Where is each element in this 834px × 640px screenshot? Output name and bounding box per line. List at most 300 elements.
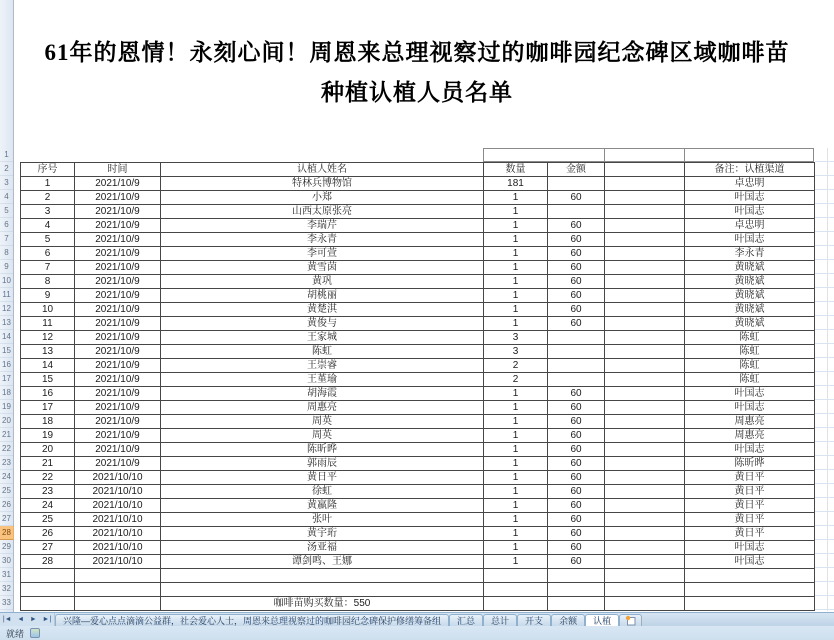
cell-channel[interactable] — [685, 597, 815, 611]
cell-name[interactable]: 黄俊与 — [161, 317, 484, 331]
cell-blank[interactable] — [605, 527, 685, 541]
row-header-20[interactable]: 20 — [0, 414, 13, 428]
cell-channel[interactable]: 周惠亮 — [685, 429, 815, 443]
row-header-8[interactable]: 8 — [0, 246, 13, 260]
cell-qty[interactable]: 1 — [484, 317, 548, 331]
cell-amount[interactable] — [548, 569, 605, 583]
blank-row — [21, 583, 815, 597]
cell-no[interactable]: 25 — [21, 513, 75, 527]
table-row — [21, 177, 815, 191]
cell-qty[interactable] — [484, 569, 548, 583]
cell-name[interactable]: 胡海霞 — [161, 387, 484, 401]
cell-no[interactable]: 4 — [21, 219, 75, 233]
cell-blank[interactable] — [605, 387, 685, 401]
cell-channel[interactable]: 卓忠明 — [685, 219, 815, 233]
cell-channel[interactable]: 陈虹 — [685, 345, 815, 359]
cell-amount[interactable] — [548, 597, 605, 611]
insert-worksheet-tab[interactable] — [619, 614, 642, 626]
cell-qty[interactable]: 1 — [484, 387, 548, 401]
cell-date[interactable] — [75, 597, 161, 611]
summary-row — [21, 597, 815, 611]
summary-total-cell[interactable]: 咖啡苗购买数量：550 — [161, 597, 484, 611]
cell-name[interactable]: 郭雨辰 — [161, 457, 484, 471]
row-header-23[interactable]: 23 — [0, 456, 13, 470]
cell-amount[interactable]: 60 — [548, 555, 605, 569]
table-row — [21, 415, 815, 429]
cell-date[interactable]: 2021/10/9 — [75, 317, 161, 331]
empty-row1-cells[interactable] — [483, 148, 814, 162]
cell-qty[interactable]: 3 — [484, 331, 548, 345]
cell-no[interactable]: 23 — [21, 485, 75, 499]
cell-no[interactable]: 15 — [21, 373, 75, 387]
cell-no[interactable]: 6 — [21, 247, 75, 261]
cell-name[interactable]: 李瑞芹 — [161, 219, 484, 233]
macro-record-icon[interactable] — [30, 628, 40, 638]
cell-no[interactable] — [21, 569, 75, 583]
row-header-1[interactable]: 1 — [0, 148, 13, 162]
cell-qty[interactable]: 1 — [484, 191, 548, 205]
row-header-14[interactable]: 14 — [0, 330, 13, 344]
sheet-tab-bar — [0, 612, 834, 626]
cell-no[interactable]: 5 — [21, 233, 75, 247]
cell-qty[interactable]: 1 — [484, 513, 548, 527]
table-body — [21, 177, 815, 611]
cell-amount[interactable]: 60 — [548, 247, 605, 261]
cell-qty[interactable]: 1 — [484, 485, 548, 499]
cell-qty[interactable]: 1 — [484, 289, 548, 303]
cell-channel[interactable]: 陈虹 — [685, 359, 815, 373]
cell-no[interactable]: 11 — [21, 317, 75, 331]
cell-blank[interactable] — [605, 191, 685, 205]
sheet-tab-gongyiqun[interactable]: 兴隆—爱心点点滴滴公益群，社会爱心人士，周恩来总理视察过的咖啡园纪念碑保护修缮筹备组 — [55, 614, 449, 626]
cell-no[interactable]: 19 — [21, 429, 75, 443]
cell-blank[interactable] — [605, 555, 685, 569]
cell-channel[interactable]: 叶国志 — [685, 387, 815, 401]
row-header-10[interactable]: 10 — [0, 274, 13, 288]
table-row — [21, 233, 815, 247]
cell-blank[interactable] — [605, 275, 685, 289]
cell-channel[interactable]: 李永青 — [685, 247, 815, 261]
cell-amount[interactable] — [548, 583, 605, 597]
table-row — [21, 331, 815, 345]
cell-name[interactable]: 张叶 — [161, 513, 484, 527]
cell-channel[interactable]: 黄日平 — [685, 485, 815, 499]
cell-date[interactable] — [75, 569, 161, 583]
cell-no[interactable]: 24 — [21, 499, 75, 513]
row-header-29[interactable]: 29 — [0, 540, 13, 554]
cell-name[interactable]: 李可萱 — [161, 247, 484, 261]
cell-channel[interactable]: 陈虹 — [685, 331, 815, 345]
last-sheet-icon[interactable]: ►| — [42, 616, 52, 623]
cell-qty[interactable]: 1 — [484, 261, 548, 275]
cell-name[interactable]: 黄日平 — [161, 471, 484, 485]
cell-channel[interactable]: 黄日平 — [685, 471, 815, 485]
cell-blank[interactable] — [605, 247, 685, 261]
cell-channel[interactable]: 叶国志 — [685, 205, 815, 219]
cell-date[interactable]: 2021/10/10 — [75, 499, 161, 513]
cell-name[interactable]: 周英 — [161, 429, 484, 443]
cell-blank[interactable] — [605, 457, 685, 471]
cell-channel[interactable]: 黄晓斌 — [685, 275, 815, 289]
row-header-11[interactable]: 11 — [0, 288, 13, 302]
cell-name[interactable]: 黄宇珩 — [161, 527, 484, 541]
row-header-15[interactable]: 15 — [0, 344, 13, 358]
table-row — [21, 471, 815, 485]
cell-date[interactable]: 2021/10/9 — [75, 429, 161, 443]
cell-blank[interactable] — [605, 177, 685, 191]
cell-channel[interactable]: 卓忠明 — [685, 177, 815, 191]
cell-channel[interactable]: 叶国志 — [685, 191, 815, 205]
row-header-19[interactable]: 19 — [0, 400, 13, 414]
cell-name[interactable]: 汤亚福 — [161, 541, 484, 555]
table-row — [21, 527, 815, 541]
cell-name[interactable]: 黄嬴隆 — [161, 499, 484, 513]
cell-blank[interactable] — [605, 373, 685, 387]
cell-blank[interactable] — [605, 499, 685, 513]
cell-qty[interactable]: 2 — [484, 373, 548, 387]
cell-name[interactable]: 山西太原张亮 — [161, 205, 484, 219]
row-header-6[interactable]: 6 — [0, 218, 13, 232]
cell-amount[interactable] — [548, 177, 605, 191]
cell-no[interactable]: 18 — [21, 415, 75, 429]
cell-date[interactable]: 2021/10/9 — [75, 247, 161, 261]
cell-date[interactable]: 2021/10/9 — [75, 261, 161, 275]
cell-name[interactable]: 周惠亮 — [161, 401, 484, 415]
cell-date[interactable]: 2021/10/9 — [75, 443, 161, 457]
row-header-25[interactable]: 25 — [0, 484, 13, 498]
cell-no[interactable]: 26 — [21, 527, 75, 541]
header-qty[interactable]: 数量 — [484, 163, 548, 177]
cell-date[interactable]: 2021/10/9 — [75, 373, 161, 387]
cell-name[interactable]: 谭剑鸣、王娜 — [161, 555, 484, 569]
cell-no[interactable]: 10 — [21, 303, 75, 317]
cell-qty[interactable]: 1 — [484, 401, 548, 415]
cell-qty[interactable]: 1 — [484, 471, 548, 485]
next-sheet-icon[interactable]: ► — [29, 616, 37, 623]
cell-date[interactable]: 2021/10/9 — [75, 177, 161, 191]
cell-amount[interactable]: 60 — [548, 289, 605, 303]
cell-amount[interactable]: 60 — [548, 457, 605, 471]
header-channel[interactable]: 备注：认植渠道 — [685, 163, 815, 177]
cell-qty[interactable]: 1 — [484, 527, 548, 541]
cell-no[interactable]: 12 — [21, 331, 75, 345]
cell-amount[interactable]: 60 — [548, 499, 605, 513]
cell-channel[interactable]: 黄日平 — [685, 513, 815, 527]
cell-qty[interactable]: 1 — [484, 555, 548, 569]
cell-qty[interactable]: 3 — [484, 345, 548, 359]
cell-blank[interactable] — [605, 331, 685, 345]
background-gridlines — [815, 148, 834, 611]
status-ready-label: 就绪 — [6, 628, 25, 639]
cell-date[interactable]: 2021/10/9 — [75, 191, 161, 205]
cell-blank[interactable] — [605, 219, 685, 233]
table-row — [21, 359, 815, 373]
cell-date[interactable]: 2021/10/9 — [75, 289, 161, 303]
cell-qty[interactable]: 1 — [484, 303, 548, 317]
cell-name[interactable]: 王家城 — [161, 331, 484, 345]
cell-amount[interactable]: 60 — [548, 303, 605, 317]
cell-amount[interactable]: 60 — [548, 415, 605, 429]
cell-date[interactable]: 2021/10/9 — [75, 345, 161, 359]
cell-qty[interactable]: 1 — [484, 219, 548, 233]
sheet-tab-yue[interactable]: 余额 — [551, 614, 585, 626]
cell-blank[interactable] — [605, 401, 685, 415]
row-header-18[interactable]: 18 — [0, 386, 13, 400]
cell-no[interactable]: 17 — [21, 401, 75, 415]
cell-amount[interactable]: 60 — [548, 443, 605, 457]
sheet-title-line2: 种植认植人员名单 — [321, 80, 513, 105]
row-header-21[interactable]: 21 — [0, 428, 13, 442]
row-header-17[interactable]: 17 — [0, 372, 13, 386]
cell-qty[interactable]: 1 — [484, 443, 548, 457]
planting-table — [20, 162, 815, 611]
row-header-22[interactable]: 22 — [0, 442, 13, 456]
cell-name[interactable]: 胡桃丽 — [161, 289, 484, 303]
cell-qty[interactable]: 1 — [484, 233, 548, 247]
cell-name[interactable]: 徐虹 — [161, 485, 484, 499]
row-header-5[interactable]: 5 — [0, 204, 13, 218]
cell-channel[interactable]: 周惠亮 — [685, 415, 815, 429]
cell-qty[interactable]: 1 — [484, 499, 548, 513]
cell-channel[interactable]: 黄晓斌 — [685, 303, 815, 317]
header-blank[interactable] — [605, 163, 685, 177]
cell-no[interactable]: 16 — [21, 387, 75, 401]
cell-channel[interactable]: 陈昕晔 — [685, 457, 815, 471]
cell-no[interactable]: 22 — [21, 471, 75, 485]
cell-channel[interactable]: 黄晓斌 — [685, 261, 815, 275]
row-header-16[interactable]: 16 — [0, 358, 13, 372]
row-header-12[interactable]: 12 — [0, 302, 13, 316]
cell-date[interactable] — [75, 583, 161, 597]
cell-blank[interactable] — [605, 471, 685, 485]
row-header-28[interactable]: 28 — [0, 526, 13, 540]
cell-date[interactable]: 2021/10/10 — [75, 555, 161, 569]
cell-name[interactable]: 黄巩 — [161, 275, 484, 289]
cell-blank[interactable] — [605, 205, 685, 219]
table-row — [21, 191, 815, 205]
sheet-tab-zongji[interactable]: 总计 — [483, 614, 517, 626]
cell-name[interactable]: 王崇睿 — [161, 359, 484, 373]
row-header-32[interactable]: 32 — [0, 582, 13, 596]
table-row — [21, 555, 815, 569]
cell-amount[interactable]: 60 — [548, 401, 605, 415]
cell-amount[interactable]: 60 — [548, 541, 605, 555]
cell-blank[interactable] — [605, 261, 685, 275]
row-header-30[interactable]: 30 — [0, 554, 13, 568]
row-header-13[interactable]: 13 — [0, 316, 13, 330]
empty-cell[interactable] — [484, 149, 605, 161]
cell-channel[interactable]: 叶国志 — [685, 541, 815, 555]
insert-worksheet-icon — [625, 615, 636, 626]
cell-amount[interactable]: 60 — [548, 317, 605, 331]
row-header-3[interactable]: 3 — [0, 176, 13, 190]
cell-amount[interactable] — [548, 331, 605, 345]
cell-blank[interactable] — [605, 233, 685, 247]
cell-no[interactable] — [21, 583, 75, 597]
cell-channel[interactable]: 叶国志 — [685, 233, 815, 247]
cell-channel[interactable]: 叶国志 — [685, 443, 815, 457]
sheet-title[interactable] — [14, 0, 820, 146]
cell-channel[interactable] — [685, 569, 815, 583]
cell-qty[interactable] — [484, 583, 548, 597]
cell-blank[interactable] — [605, 541, 685, 555]
cell-date[interactable]: 2021/10/10 — [75, 513, 161, 527]
header-date[interactable]: 时间 — [75, 163, 161, 177]
cell-qty[interactable]: 1 — [484, 205, 548, 219]
cell-date[interactable]: 2021/10/9 — [75, 233, 161, 247]
cell-blank[interactable] — [605, 513, 685, 527]
cell-name[interactable] — [161, 569, 484, 583]
row-header-7[interactable]: 7 — [0, 232, 13, 246]
row-header-24[interactable]: 24 — [0, 470, 13, 484]
row-header-27[interactable]: 27 — [0, 512, 13, 526]
cell-qty[interactable]: 2 — [484, 359, 548, 373]
cell-name[interactable]: 黄雪茵 — [161, 261, 484, 275]
row-header-26[interactable]: 26 — [0, 498, 13, 512]
cell-channel[interactable]: 陈虹 — [685, 373, 815, 387]
cell-no[interactable]: 3 — [21, 205, 75, 219]
cell-name[interactable]: 小郑 — [161, 191, 484, 205]
table-row — [21, 541, 815, 555]
row-header-gutter — [0, 0, 14, 612]
cell-qty[interactable]: 1 — [484, 247, 548, 261]
cell-date[interactable]: 2021/10/10 — [75, 471, 161, 485]
cell-date[interactable]: 2021/10/9 — [75, 457, 161, 471]
cell-amount[interactable]: 60 — [548, 261, 605, 275]
row-header-2[interactable]: 2 — [0, 162, 13, 176]
first-sheet-icon[interactable]: |◄ — [2, 616, 12, 623]
cell-blank[interactable] — [605, 303, 685, 317]
cell-date[interactable]: 2021/10/9 — [75, 387, 161, 401]
header-no[interactable]: 序号 — [21, 163, 75, 177]
cell-blank[interactable] — [605, 583, 685, 597]
cell-blank[interactable] — [605, 597, 685, 611]
cell-blank[interactable] — [605, 569, 685, 583]
cell-blank[interactable] — [605, 415, 685, 429]
cell-amount[interactable] — [548, 359, 605, 373]
cell-qty[interactable]: 1 — [484, 415, 548, 429]
cell-qty[interactable]: 181 — [484, 177, 548, 191]
sheet-tab-kaizhi[interactable]: 开支 — [517, 614, 551, 626]
row-header-33[interactable]: 33 — [0, 596, 13, 610]
cell-channel[interactable]: 叶国志 — [685, 401, 815, 415]
cell-name[interactable]: 特林兵博物馆 — [161, 177, 484, 191]
table-header-row — [21, 163, 815, 177]
cell-date[interactable]: 2021/10/10 — [75, 541, 161, 555]
table-row — [21, 443, 815, 457]
cell-qty[interactable]: 1 — [484, 275, 548, 289]
cell-amount[interactable]: 60 — [548, 429, 605, 443]
cell-blank[interactable] — [605, 289, 685, 303]
cell-name[interactable]: 王堇瑜 — [161, 373, 484, 387]
cell-no[interactable] — [21, 597, 75, 611]
cell-blank[interactable] — [605, 345, 685, 359]
table-row — [21, 373, 815, 387]
header-name[interactable]: 认植人姓名 — [161, 163, 484, 177]
cell-amount[interactable]: 60 — [548, 387, 605, 401]
cell-qty[interactable]: 1 — [484, 541, 548, 555]
cell-blank[interactable] — [605, 429, 685, 443]
sheet-tab-renzhi[interactable]: 认植 — [585, 614, 619, 626]
cell-date[interactable]: 2021/10/9 — [75, 219, 161, 233]
row-header-9[interactable]: 9 — [0, 260, 13, 274]
cell-no[interactable]: 27 — [21, 541, 75, 555]
cell-no[interactable]: 2 — [21, 191, 75, 205]
cell-name[interactable]: 周英 — [161, 415, 484, 429]
cell-no[interactable]: 7 — [21, 261, 75, 275]
cell-channel[interactable]: 黄晓斌 — [685, 289, 815, 303]
cell-date[interactable]: 2021/10/9 — [75, 303, 161, 317]
cell-date[interactable]: 2021/10/9 — [75, 205, 161, 219]
cell-channel[interactable]: 黄晓斌 — [685, 317, 815, 331]
cell-date[interactable]: 2021/10/10 — [75, 485, 161, 499]
row-header-31[interactable]: 31 — [0, 568, 13, 582]
cell-blank[interactable] — [605, 317, 685, 331]
cell-name[interactable]: 陈虹 — [161, 345, 484, 359]
cell-amount[interactable]: 60 — [548, 485, 605, 499]
table-row — [21, 485, 815, 499]
cell-amount[interactable] — [548, 205, 605, 219]
empty-cell[interactable] — [605, 149, 685, 161]
cell-no[interactable]: 8 — [21, 275, 75, 289]
table-row — [21, 345, 815, 359]
cell-amount[interactable]: 60 — [548, 219, 605, 233]
cell-amount[interactable] — [548, 345, 605, 359]
header-amount[interactable]: 金额 — [548, 163, 605, 177]
prev-sheet-icon[interactable]: ◄ — [17, 616, 25, 623]
cell-blank[interactable] — [605, 485, 685, 499]
cell-name[interactable]: 李永青 — [161, 233, 484, 247]
cell-date[interactable]: 2021/10/9 — [75, 359, 161, 373]
table-row — [21, 317, 815, 331]
cell-channel[interactable] — [685, 583, 815, 597]
cell-no[interactable]: 13 — [21, 345, 75, 359]
row-header-4[interactable]: 4 — [0, 190, 13, 204]
cell-amount[interactable] — [548, 373, 605, 387]
cell-amount[interactable]: 60 — [548, 527, 605, 541]
blank-row — [21, 569, 815, 583]
cell-date[interactable]: 2021/10/9 — [75, 331, 161, 345]
cell-name[interactable] — [161, 583, 484, 597]
cell-qty[interactable] — [484, 597, 548, 611]
cell-date[interactable]: 2021/10/9 — [75, 401, 161, 415]
cell-blank[interactable] — [605, 359, 685, 373]
cell-no[interactable]: 1 — [21, 177, 75, 191]
cell-amount[interactable]: 60 — [548, 513, 605, 527]
cell-no[interactable]: 20 — [21, 443, 75, 457]
cell-date[interactable]: 2021/10/9 — [75, 275, 161, 289]
cell-no[interactable]: 14 — [21, 359, 75, 373]
sheet-tab-huizong[interactable]: 汇总 — [449, 614, 483, 626]
cell-no[interactable]: 9 — [21, 289, 75, 303]
cell-no[interactable]: 28 — [21, 555, 75, 569]
cell-date[interactable]: 2021/10/9 — [75, 415, 161, 429]
cell-amount[interactable]: 60 — [548, 275, 605, 289]
cell-date[interactable]: 2021/10/10 — [75, 527, 161, 541]
cell-channel[interactable]: 叶国志 — [685, 555, 815, 569]
cell-amount[interactable]: 60 — [548, 233, 605, 247]
cell-qty[interactable]: 1 — [484, 429, 548, 443]
cell-name[interactable]: 陈昕晔 — [161, 443, 484, 457]
cell-no[interactable]: 21 — [21, 457, 75, 471]
cell-qty[interactable]: 1 — [484, 457, 548, 471]
cell-amount[interactable]: 60 — [548, 471, 605, 485]
cell-name[interactable]: 黄楚淇 — [161, 303, 484, 317]
cell-blank[interactable] — [605, 443, 685, 457]
cell-channel[interactable]: 黄日平 — [685, 499, 815, 513]
cell-channel[interactable]: 黄日平 — [685, 527, 815, 541]
cell-amount[interactable]: 60 — [548, 191, 605, 205]
